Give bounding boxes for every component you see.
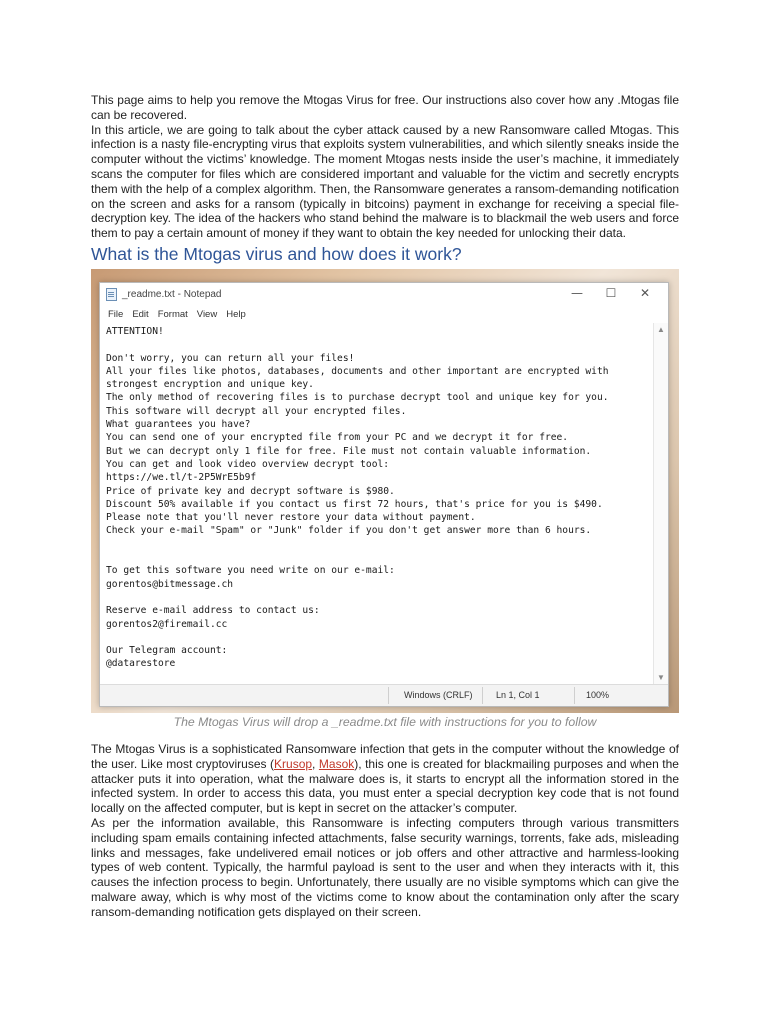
figure-caption: The Mtogas Virus will drop a _readme.txt file with instructions for you to follow xyxy=(173,714,597,729)
notepad-line: Our Telegram account: xyxy=(106,645,228,657)
intro-paragraph-2: In this article, we are going to talk about the cyber attack caused by a new Ransomware called Mtogas. This infection is a nasty file-encrypting virus that exploits system vulnerabilities, and which silently sneaks inside the computer without the victims’ knowledge. The moment Mtogas nests inside the user’s machine, it immediately scans the computer for files which are considered important and valuable for the victim and secretly encrypts them with the help of a complex algorithm. Then, the Ransomware generates a ransom-demanding notification on the screen and asks for a ransom (typically in bitcoins) payment in exchange for receiving a special file-decryption key. The idea of the hackers who stand behind the malware is to blackmail the web users and force them to pay a certain amount of money if they want to obtain the key needed for unlocking their data. xyxy=(91,122,679,241)
notepad-line: Check your e-mail "Spam" or "Junk" folder if you don't get answer more than 6 hours. xyxy=(106,525,592,537)
status-position: Ln 1, Col 1 xyxy=(496,689,540,700)
notepad-line: Discount 50% available if you contact us first 72 hours, that's price for you is $490. xyxy=(106,498,603,510)
body-paragraph-2: As per the information available, this Ransomware is infecting computers through various transmitters including spam emails containing infected attachments, false security warnings, torrents, fake ads, misleading links and messages, fake undelivered email notices or job offers and other attractive and harmless-looking types of web content. Typically, the harmful payload is sent to the user and when they interacts with it, this causes the infection process to begin. Unfortunately, there usually are no visible symptoms which can give the malware away, which is why most of the victims come to know about the contamination only after the scary ransom-demanding notification gets displayed on their screen. xyxy=(91,815,679,919)
notepad-line: This software will decrypt all your encrypted files. xyxy=(106,405,407,417)
notepad-titlebar xyxy=(100,283,668,307)
close-icon[interactable]: ✕ xyxy=(639,285,651,300)
notepad-title: _readme.txt - Notepad xyxy=(122,289,222,301)
notepad-line: ATTENTION! xyxy=(106,325,164,337)
body-text-1a: The Mtogas Virus is a sophisticated Ransomware infection that gets in the computer without the knowledge of the user. Like most cryptoviruses ( xyxy=(91,741,679,771)
notepad-line: What guarantees you have? xyxy=(106,419,251,431)
status-divider xyxy=(388,687,389,704)
notepad-line: You can get and look video overview decrypt tool: xyxy=(106,458,390,470)
notepad-line: gorentos@bitmessage.ch xyxy=(106,578,234,590)
body-text-sep: , xyxy=(312,756,319,771)
notepad-line: https://we.tl/t-2P5WrE5b9f xyxy=(106,472,257,484)
vertical-scrollbar[interactable] xyxy=(653,323,668,684)
menu-help[interactable]: Help xyxy=(226,309,246,321)
minimize-icon[interactable]: — xyxy=(571,285,583,300)
notepad-line xyxy=(106,591,648,604)
status-divider xyxy=(482,687,483,704)
window-controls xyxy=(560,286,662,300)
intro-paragraph-1: This page aims to help you remove the Mtogas Virus for free. Our instructions also cover how any .Mtogas file can be recovered. xyxy=(91,93,679,122)
notepad-line: gorentos2@firemail.cc xyxy=(106,618,228,630)
scroll-up-icon[interactable]: ▲ xyxy=(657,324,665,334)
link-masok[interactable]: Masok xyxy=(318,756,355,771)
article xyxy=(91,93,679,920)
notepad-line: @datarestore xyxy=(106,658,176,670)
notepad-line: Price of private key and decrypt software is $980. xyxy=(106,485,395,497)
menu-format[interactable]: Format xyxy=(157,309,188,321)
notepad-line xyxy=(106,631,648,644)
notepad-line: Don't worry, you can return all your files! xyxy=(106,352,355,364)
text-file-icon xyxy=(106,288,117,301)
notepad-line: But we can decrypt only 1 file for free. File must not contain valuable information. xyxy=(106,445,592,457)
ransom-note-screenshot xyxy=(91,269,679,713)
notepad-statusbar xyxy=(100,684,668,706)
notepad-window xyxy=(99,282,669,707)
notepad-line xyxy=(106,338,648,351)
status-divider xyxy=(574,687,575,704)
notepad-line xyxy=(106,538,648,551)
menu-file[interactable]: File xyxy=(108,309,124,321)
notepad-text-area[interactable] xyxy=(106,325,648,684)
notepad-line: You can send one of your encrypted file from your PC and we decrypt it for free. xyxy=(106,432,569,444)
notepad-menubar xyxy=(100,307,668,323)
notepad-line: strongest encryption and unique key. xyxy=(106,379,314,391)
link-krusop[interactable]: Krusop xyxy=(274,756,313,771)
body-text-1b: ), this one is created for blackmailing purposes and when the attacker puts it into operation, what the malware does is, it starts to encrypt all the information stored in the infected system. In order to access this data, you must enter a special decryption key code that is not found locally on the affected computer, but is kept in secret on the attacker’s computer. xyxy=(91,756,679,816)
menu-edit[interactable]: Edit xyxy=(132,309,149,321)
scroll-down-icon[interactable]: ▼ xyxy=(657,672,665,682)
notepad-line: All your files like photos, databases, documents and other important are encrypted with xyxy=(106,365,609,377)
menu-view[interactable]: View xyxy=(196,309,218,321)
notepad-line: To get this software you need write on our e-mail: xyxy=(106,565,395,577)
status-zoom: 100% xyxy=(586,689,610,700)
notepad-line xyxy=(106,551,648,564)
notepad-line: The only method of recovering files is to purchase decrypt tool and unique key for you. xyxy=(106,392,609,404)
notepad-line: Reserve e-mail address to contact us: xyxy=(106,605,320,617)
section-heading: What is the Mtogas virus and how does it work? xyxy=(91,243,462,264)
status-encoding: Windows (CRLF) xyxy=(404,689,473,700)
maximize-icon[interactable]: ☐ xyxy=(605,285,617,300)
notepad-line: Please note that you'll never restore your data without payment. xyxy=(106,512,476,524)
body-paragraph-1 xyxy=(91,742,679,816)
